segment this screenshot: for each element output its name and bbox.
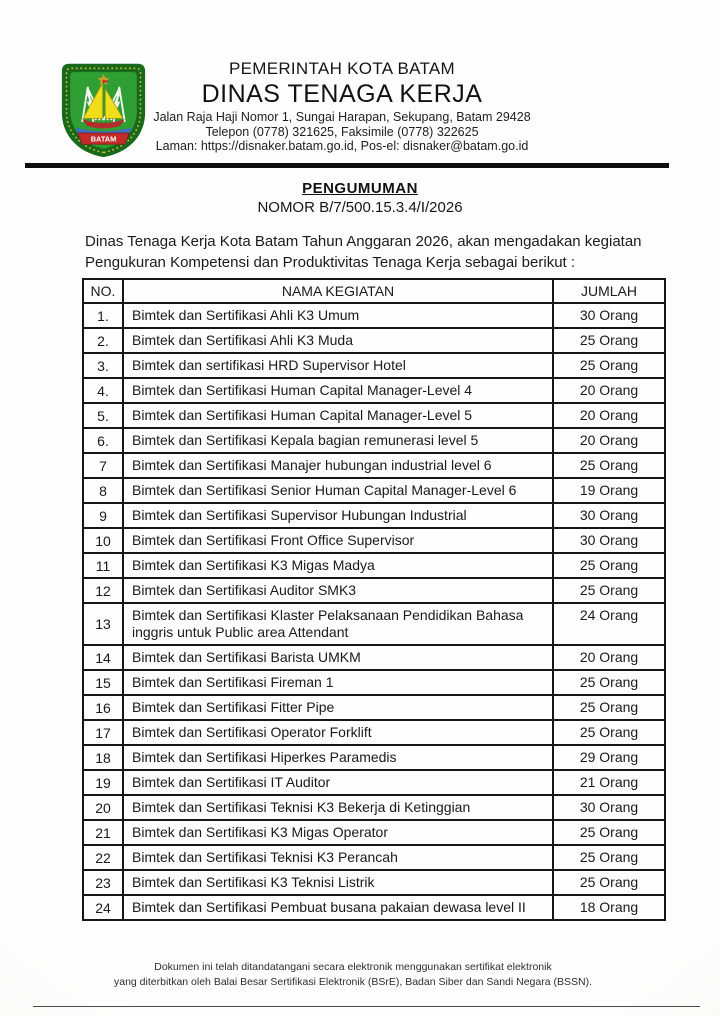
row-number: 3.: [83, 353, 123, 378]
activity-name: Bimtek dan Sertifikasi Operator Forklift: [123, 720, 553, 745]
participant-count: 25 Orang: [553, 328, 665, 353]
table-row: [83, 503, 665, 528]
row-number: 1.: [83, 303, 123, 328]
table-row: [83, 578, 665, 603]
contact-line: Telepon (0778) 321625, Faksimile (0778) 322625: [205, 124, 479, 139]
activity-name: Bimtek dan Sertifikasi Ahli K3 Umum: [123, 303, 553, 328]
participant-count: 25 Orang: [553, 870, 665, 895]
activity-name: Bimtek dan Sertifikasi Front Office Supervisor: [123, 528, 553, 553]
participant-count: 25 Orang: [553, 553, 665, 578]
row-number: 4.: [83, 378, 123, 403]
row-number: 23: [83, 870, 123, 895]
participant-count: 20 Orang: [553, 378, 665, 403]
activity-name: Bimtek dan Sertifikasi Pembuat busana pakaian dewasa level II: [123, 895, 553, 920]
row-number: 16: [83, 695, 123, 720]
row-number: 10: [83, 528, 123, 553]
activity-name: Bimtek dan Sertifikasi Auditor SMK3: [123, 578, 553, 603]
intro-line: Pengukuran Kompetensi dan Produktivitas Tenaga Kerja sebagai berikut :: [85, 254, 576, 271]
activity-name: Bimtek dan Sertifikasi Klaster Pelaksanaan Pendidikan Bahasa inggris untuk Public area Attendant: [123, 603, 553, 645]
table-row: [83, 478, 665, 503]
activity-name: Bimtek dan Sertifikasi Barista UMKM: [123, 645, 553, 670]
participant-count: 25 Orang: [553, 720, 665, 745]
participant-count: 25 Orang: [553, 578, 665, 603]
table-row: [83, 403, 665, 428]
activity-name: Bimtek dan Sertifikasi Fitter Pipe: [123, 695, 553, 720]
website-email-line: Laman: https://disnaker.batam.go.id, Pos-el: disnaker@batam.go.id: [155, 139, 529, 153]
row-number: 22: [83, 845, 123, 870]
row-number: 14: [83, 645, 123, 670]
table-row: [83, 770, 665, 795]
participant-count: 25 Orang: [553, 453, 665, 478]
footer-line: yang diterbitkan oleh Balai Besar Sertifikasi Elektronik (BSrE), Badan Siber dan Sandi Negara (BSSN).: [114, 976, 592, 988]
activities-table-body: [83, 303, 665, 920]
participant-count: 30 Orang: [553, 303, 665, 328]
activity-name: Bimtek dan Sertifikasi IT Auditor: [123, 770, 553, 795]
activity-name: Bimtek dan Sertifikasi Teknisi K3 Perancah: [123, 845, 553, 870]
participant-count: 30 Orang: [553, 528, 665, 553]
activity-name: Bimtek dan Sertifikasi K3 Migas Operator: [123, 820, 553, 845]
row-number: 6.: [83, 428, 123, 453]
row-number: 2.: [83, 328, 123, 353]
column-header-no: NO.: [83, 279, 123, 303]
row-number: 9: [83, 503, 123, 528]
row-number: 18: [83, 745, 123, 770]
announcement-title-block: [0, 180, 720, 216]
footer-line: Dokumen ini telah ditandatangani secara elektronik menggunakan sertifikat elektronik: [154, 961, 552, 973]
letterhead: [0, 60, 684, 154]
table-row: [83, 353, 665, 378]
participant-count: 24 Orang: [553, 603, 665, 645]
participant-count: 25 Orang: [553, 353, 665, 378]
table-header-row: [83, 279, 665, 303]
table-row: [83, 670, 665, 695]
activity-name: Bimtek dan Sertifikasi Ahli K3 Muda: [123, 328, 553, 353]
row-number: 12: [83, 578, 123, 603]
table-row: [83, 428, 665, 453]
row-number: 20: [83, 795, 123, 820]
table-row: [83, 453, 665, 478]
row-number: 24: [83, 895, 123, 920]
agency-name: DINAS TENAGA KERJA: [201, 80, 483, 108]
participant-count: 30 Orang: [553, 503, 665, 528]
participant-count: 18 Orang: [553, 895, 665, 920]
activity-name: Bimtek dan Sertifikasi Teknisi K3 Bekerja di Ketinggian: [123, 795, 553, 820]
activity-name: Bimtek dan Sertifikasi Hiperkes Paramedis: [123, 745, 553, 770]
document-title: PENGUMUMAN: [302, 180, 418, 197]
row-number: 15: [83, 670, 123, 695]
activity-name: Bimtek dan Sertifikasi Human Capital Manager-Level 5: [123, 403, 553, 428]
table-row: [83, 645, 665, 670]
participant-count: 19 Orang: [553, 478, 665, 503]
participant-count: 25 Orang: [553, 695, 665, 720]
participant-count: 25 Orang: [553, 820, 665, 845]
table-row: [83, 328, 665, 353]
electronic-signature-note: [0, 960, 706, 990]
participant-count: 20 Orang: [553, 403, 665, 428]
row-number: 7: [83, 453, 123, 478]
participant-count: 25 Orang: [553, 845, 665, 870]
intro-paragraph: [85, 231, 642, 273]
participant-count: 25 Orang: [553, 670, 665, 695]
table-row: [83, 603, 665, 645]
activities-table: [82, 278, 666, 921]
table-row: [83, 720, 665, 745]
row-number: 5.: [83, 403, 123, 428]
column-header-activity: NAMA KEGIATAN: [123, 279, 553, 303]
row-number: 21: [83, 820, 123, 845]
activity-name: Bimtek dan Sertifikasi Human Capital Manager-Level 4: [123, 378, 553, 403]
table-row: [83, 895, 665, 920]
activity-name: Bimtek dan Sertifikasi Kepala bagian remunerasi level 5: [123, 428, 553, 453]
page-bottom-rule: [33, 1006, 700, 1007]
activity-name: Bimtek dan Sertifikasi Senior Human Capital Manager-Level 6: [123, 478, 553, 503]
table-row: [83, 870, 665, 895]
document-number: NOMOR B/7/500.15.3.4/I/2026: [257, 199, 463, 216]
activity-name: Bimtek dan Sertifikasi Fireman 1: [123, 670, 553, 695]
row-number: 13: [83, 603, 123, 645]
table-row: [83, 820, 665, 845]
logo-banner-label: BATAM: [90, 134, 117, 144]
participant-count: 21 Orang: [553, 770, 665, 795]
participant-count: 20 Orang: [553, 645, 665, 670]
intro-line: Dinas Tenaga Kerja Kota Batam Tahun Anggaran 2026, akan mengadakan kegiatan: [85, 233, 642, 250]
government-name: PEMERINTAH KOTA BATAM: [228, 59, 456, 78]
table-row: [83, 745, 665, 770]
participant-count: 30 Orang: [553, 795, 665, 820]
activity-name: Bimtek dan Sertifikasi Manajer hubungan industrial level 6: [123, 453, 553, 478]
row-number: 11: [83, 553, 123, 578]
activity-name: Bimtek dan sertifikasi HRD Supervisor Hotel: [123, 353, 553, 378]
row-number: 17: [83, 720, 123, 745]
activity-name: Bimtek dan Sertifikasi Supervisor Hubungan Industrial: [123, 503, 553, 528]
activity-name: Bimtek dan Sertifikasi K3 Teknisi Listrik: [123, 870, 553, 895]
table-row: [83, 528, 665, 553]
activity-name: Bimtek dan Sertifikasi K3 Migas Madya: [123, 553, 553, 578]
letterhead-divider: [25, 163, 669, 168]
table-row: [83, 845, 665, 870]
agency-address-block: [0, 111, 684, 154]
table-row: [83, 553, 665, 578]
row-number: 19: [83, 770, 123, 795]
table-row: [83, 303, 665, 328]
participant-count: 20 Orang: [553, 428, 665, 453]
row-number: 8: [83, 478, 123, 503]
table-row: [83, 695, 665, 720]
participant-count: 29 Orang: [553, 745, 665, 770]
table-row: [83, 378, 665, 403]
column-header-count: JUMLAH: [553, 279, 665, 303]
address-line: Jalan Raja Haji Nomor 1, Sungai Harapan, Sekupang, Batam 29428: [153, 110, 531, 124]
table-row: [83, 795, 665, 820]
